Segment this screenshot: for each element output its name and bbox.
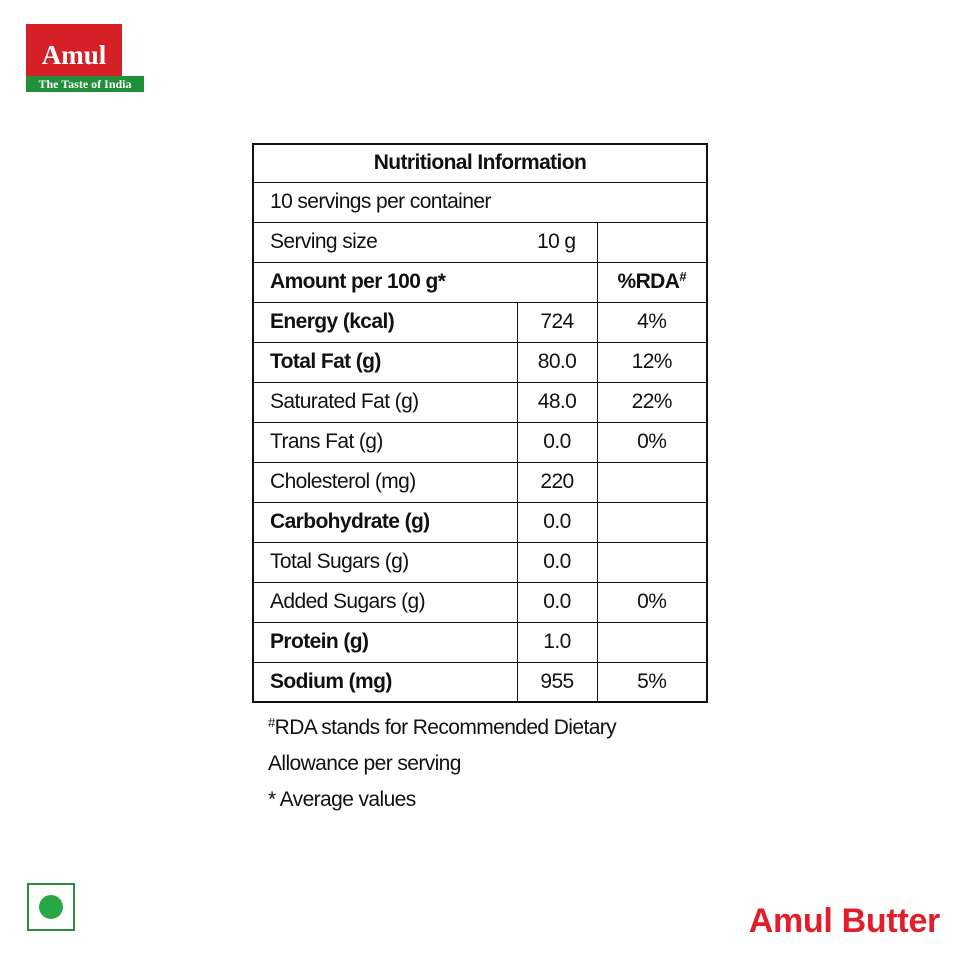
amul-logo [26, 24, 144, 92]
table-row [253, 382, 707, 422]
nutrient-rda [597, 542, 707, 582]
serving-size-empty [597, 222, 707, 262]
servings-row [253, 182, 707, 222]
nutrient-name: Added Sugars (g) [253, 582, 517, 622]
logo-brand: Amul [26, 24, 122, 76]
rda-label: %RDA [617, 270, 680, 293]
serving-size-value: 10 g [517, 222, 597, 262]
table-row [253, 582, 707, 622]
rda-footnote-sup: # [268, 715, 275, 730]
footnotes [268, 710, 616, 818]
nutrient-rda [597, 462, 707, 502]
veg-dot [39, 895, 63, 919]
rda-footnote-line1 [268, 710, 616, 746]
table-title: Nutritional Information [253, 144, 707, 182]
table-row [253, 622, 707, 662]
nutrient-value: 48.0 [517, 382, 597, 422]
table-row [253, 302, 707, 342]
table-row [253, 422, 707, 462]
servings-per-container: 10 servings per container [253, 182, 707, 222]
nutrient-name: Total Sugars (g) [253, 542, 517, 582]
table-row [253, 662, 707, 702]
nutrient-rda: 4% [597, 302, 707, 342]
table-row [253, 502, 707, 542]
nutrient-value: 1.0 [517, 622, 597, 662]
amount-header-row [253, 262, 707, 302]
nutrient-rda [597, 502, 707, 542]
nutrient-value: 0.0 [517, 582, 597, 622]
nutrient-rda: 5% [597, 662, 707, 702]
table-row [253, 342, 707, 382]
rda-header [597, 262, 707, 302]
table-row [253, 462, 707, 502]
nutrient-name: Carbohydrate (g) [253, 502, 517, 542]
veg-symbol-icon [27, 883, 75, 931]
nutrient-rda: 22% [597, 382, 707, 422]
rda-sup: # [679, 269, 686, 284]
nutrient-name: Total Fat (g) [253, 342, 517, 382]
amount-label: Amount per 100 g* [253, 262, 597, 302]
nutrient-value: 220 [517, 462, 597, 502]
nutrient-name: Trans Fat (g) [253, 422, 517, 462]
nutrient-name: Saturated Fat (g) [253, 382, 517, 422]
table-title-row [253, 144, 707, 182]
table-row [253, 542, 707, 582]
nutrient-value: 0.0 [517, 502, 597, 542]
logo-tagline: The Taste of India [26, 76, 144, 92]
nutrient-name: Cholesterol (mg) [253, 462, 517, 502]
nutrient-rda: 0% [597, 582, 707, 622]
nutrient-value: 80.0 [517, 342, 597, 382]
product-name: Amul Butter [748, 902, 940, 940]
nutrient-value: 955 [517, 662, 597, 702]
rda-footnote-line2: Allowance per serving [268, 752, 461, 775]
nutrition-table [252, 143, 708, 703]
nutrient-name: Energy (kcal) [253, 302, 517, 342]
nutrient-name: Sodium (mg) [253, 662, 517, 702]
nutrient-value: 0.0 [517, 542, 597, 582]
nutrient-rda: 0% [597, 422, 707, 462]
nutrient-value: 0.0 [517, 422, 597, 462]
nutrient-rda [597, 622, 707, 662]
rda-footnote-text: RDA stands for Recommended Dietary [274, 716, 617, 739]
serving-size-label: Serving size [253, 222, 517, 262]
serving-size-row [253, 222, 707, 262]
nutrient-value: 724 [517, 302, 597, 342]
nutrient-rda: 12% [597, 342, 707, 382]
nutrient-name: Protein (g) [253, 622, 517, 662]
average-values-note: * Average values [268, 788, 416, 811]
